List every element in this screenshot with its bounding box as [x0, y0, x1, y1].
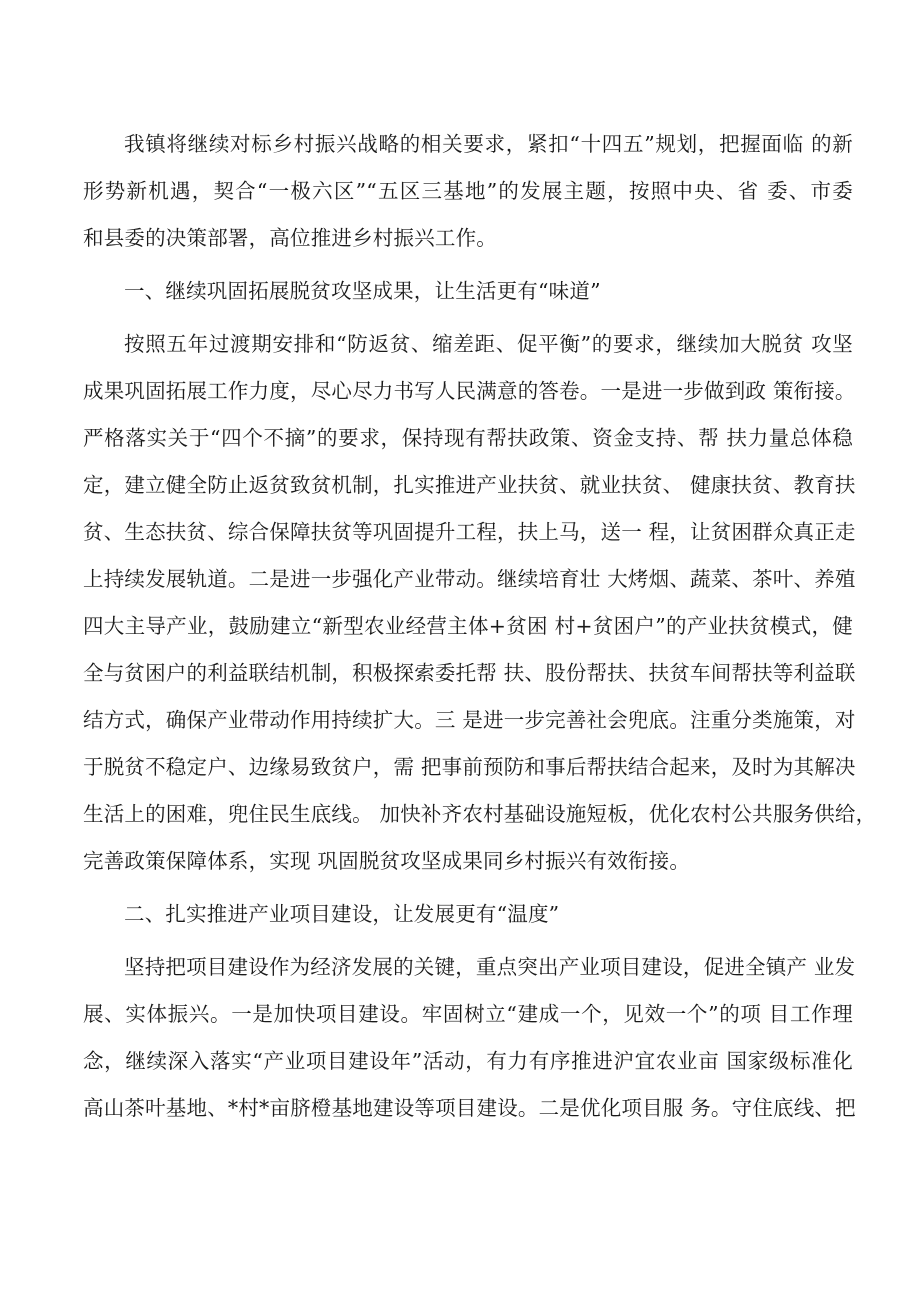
- paragraph-2-line-6: 上持续发展轨道。二是进一步强化产业带动。继续培育壮 大烤烟、蔬菜、茶叶、养殖: [83, 567, 856, 591]
- paragraph-2-line-1: 按照五年过渡期安排和“防返贫、缩差距、促平衡”的要求，继续加大脱贫 攻坚: [124, 332, 853, 356]
- paragraph-2-line-11: 生活上的困难，兜住民生底线。 加快补齐农村基础设施短板，优化农村公共服务供给，: [83, 802, 877, 826]
- paragraph-2-line-10: 于脱贫不稳定户、边缘易致贫户，需 把事前预防和事后帮扶结合起来，及时为其解决: [83, 755, 856, 779]
- section-heading-2: 二、扎实推进产业项目建设，让发展更有“温度”: [124, 902, 560, 926]
- section-heading-1: 一、继续巩固拓展脱贫攻坚成果，让生活更有“味道”: [124, 279, 601, 303]
- paragraph-3-line-3: 念，继续深入落实“产业项目建设年”活动，有力有序推进沪宜农业亩 国家级标准化: [83, 1049, 853, 1073]
- paragraph-2-line-7: 四大主导产业，鼓励建立“新型农业经营主体+贫困 村+贫困户”的产业扶贫模式，健: [83, 614, 853, 638]
- paragraph-3-line-1: 坚持把项目建设作为经济发展的关键，重点突出产业项目建设，促进全镇产 业发: [124, 955, 856, 979]
- paragraph-2-line-9: 结方式，确保产业带动作用持续扩大。三 是进一步完善社会兜底。注重分类施策，对: [83, 708, 856, 732]
- paragraph-2-line-4: 定，建立健全防止返贫致贫机制，扎实推进产业扶贫、就业扶贫、 健康扶贫、教育扶: [83, 473, 856, 497]
- paragraph-3-line-2: 展、实体振兴。一是加快项目建设。牢固树立“建成一个，见效一个”的项 目工作理: [83, 1002, 853, 1026]
- paragraph-1-line-2: 形势新机遇，契合“一极六区”“五区三基地”的发展主题，按照中央、省 委、市委: [83, 179, 853, 203]
- paragraph-2-line-12: 完善政策保障体系，实现 巩固脱贫攻坚成果同乡村振兴有效衔接。: [83, 849, 691, 873]
- paragraph-3-line-4: 高山茶叶基地、*村*亩脐橙基地建设等项目建设。二是优化项目服 务。守住底线、把: [83, 1096, 856, 1120]
- paragraph-2-line-8: 全与贫困户的利益联结机制，积极探索委托帮 扶、股份帮扶、扶贫车间帮扶等利益联: [83, 661, 856, 685]
- paragraph-1-line-3: 和县委的决策部署，高位推进乡村振兴工作。: [83, 226, 497, 250]
- paragraph-2-line-3: 严格落实关于“四个不摘”的要求，保持现有帮扶政策、资金支持、帮 扶力量总体稳: [83, 426, 853, 450]
- paragraph-2-line-2: 成果巩固拓展工作力度，尽心尽力书写人民满意的答卷。一是进一步做到政 策衔接。: [83, 379, 856, 403]
- paragraph-2-line-5: 贫、生态扶贫、综合保障扶贫等巩固提升工程，扶上马，送一 程，让贫困群众真正走: [83, 520, 856, 544]
- paragraph-1-line-1: 我镇将继续对标乡村振兴战略的相关要求，紧扣“十四五”规划，把握面临 的新: [124, 132, 853, 156]
